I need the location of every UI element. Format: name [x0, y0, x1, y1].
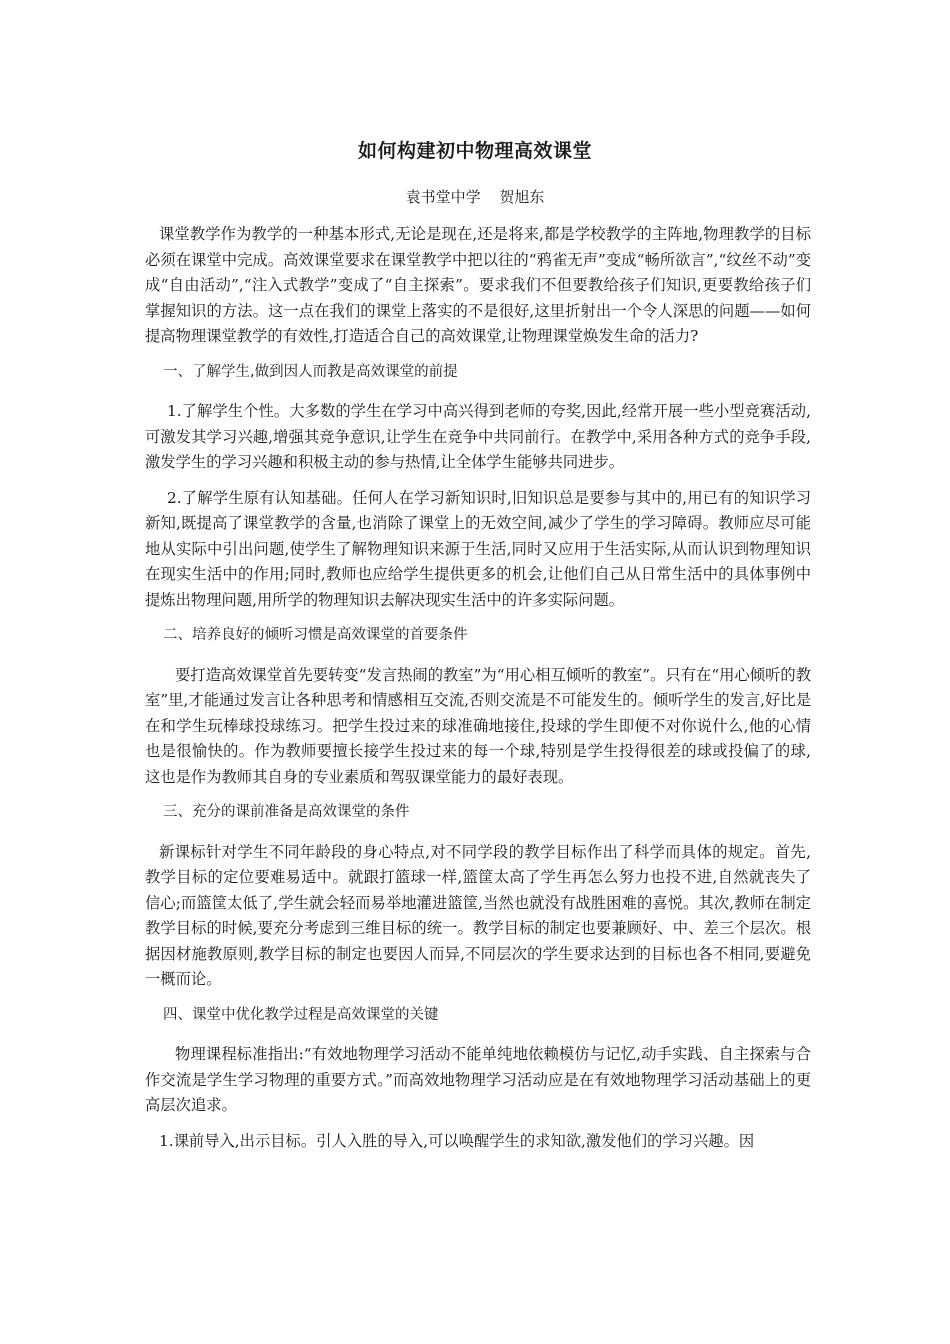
- section-heading-1: 一、了解学生,做到因人而教是高效课堂的前提: [163, 363, 458, 380]
- document-body: [145, 222, 811, 1164]
- section-heading-4: 四、课堂中优化教学过程是高效课堂的关键: [163, 1006, 439, 1023]
- intro-paragraph: 课堂教学作为教学的一种基本形式,无论是现在,还是将来,都是学校教学的主阵地,物理教学的目标必须在课堂中完成。高效课堂要求在课堂教学中把以往的“鸦雀无声”变成“畅所欲言”,“纹丝不动”变成“自由活动”,“注入式教学”变成了“自主探索”。要求我们不但要教给孩子们知识,更要教给孩子们掌握知识的方法。这一点在我们的课堂上落实的不是很好,这里折射出一个令人深思的问题——如何提高物理课堂教学的有效性,打造适合自己的高效课堂,让物理课堂焕发生命的活力?: [145, 225, 811, 345]
- body-paragraph: 物理课程标准指出:“有效地物理学习活动不能单纯地依赖模仿与记忆,动手实践、自主探索与合作交流是学生学习物理的重要方式。”而高效地物理学习活动应是在有效地物理学习活动基础上的更高层次追求。: [145, 1045, 811, 1114]
- body-paragraph: 新课标针对学生不同年龄段的身心特点,对不同学段的教学目标作出了科学而具体的规定。首先,教学目标的定位要难易适中。就跟打篮球一样,篮筐太高了学生再怎么努力也投不进,自然就丧失了信心;而篮筐太低了,学生就会轻而易举地灌进篮筐,当然也就没有战胜困难的喜悦。其次,教师在制定教学目标的时候,要充分考虑到三维目标的统一。教学目标的制定也要兼顾好、中、差三个层次。根据因材施教原则,教学目标的制定也要因人而异,不同层次的学生要求达到的目标也各不相同,要避免一概而论。: [145, 842, 811, 988]
- document-title: 如何构建初中物理高效课堂: [357, 140, 592, 162]
- body-paragraph: 2.了解学生原有认知基础。任何人在学习新知识时,旧知识总是要参与其中的,用已有的知识学习新知,既提高了课堂教学的含量,也消除了课堂上的无效空间,减少了学生的学习障碍。教师应尽可能地从实际中引出问题,使学生了解物理知识来源于生活,同时又应用于生活实际,从而认识到物理知识在现实生活中的作用;同时,教师也应给学生提供更多的机会,让他们自己从日常生活中的具体事例中提炼出物理问题,用所学的物理知识去解决现实生活中的许多实际问题。: [145, 488, 811, 609]
- author-byline: 袁书堂中学 贺旭东: [405, 188, 545, 206]
- body-paragraph: 要打造高效课堂首先要转变“发言热闹的教室”为“用心相互倾听的教室”。只有在“用心倾听的教室”里,才能通过发言让各种思考和情感相互交流,否则交流是不可能发生的。倾听学生的发言,好比是在和学生玩棒球投球练习。把学生投过来的球准确地接住,投球的学生即便不对你说什么,他的心情也是很愉快的。作为教师要擅长接学生投过来的每一个球,特别是学生投得很差的球或投偏了的球,这也是作为教师其自身的专业素质和驾驭课堂能力的最好表现。: [145, 665, 811, 786]
- section-heading-3: 三、充分的课前准备是高效课堂的条件: [163, 804, 410, 820]
- body-paragraph: 1.了解学生个性。大多数的学生在学习中高兴得到老师的夸奖,因此,经常开展一些小型竞赛活动,可激发其学习兴趣,增强其竞争意识,让学生在竞争中共同前行。在教学中,采用各种方式的竞争手段,激发学生的学习兴趣和积极主动的参与热情,让全体学生能够共同进步。: [145, 402, 811, 471]
- section-heading-2: 二、培养良好的倾听习惯是高效课堂的首要条件: [163, 627, 468, 643]
- body-paragraph: 1.课前导入,出示目标。引人入胜的导入,可以唤醒学生的求知欲,激发他们的学习兴趣。因: [159, 1131, 755, 1150]
